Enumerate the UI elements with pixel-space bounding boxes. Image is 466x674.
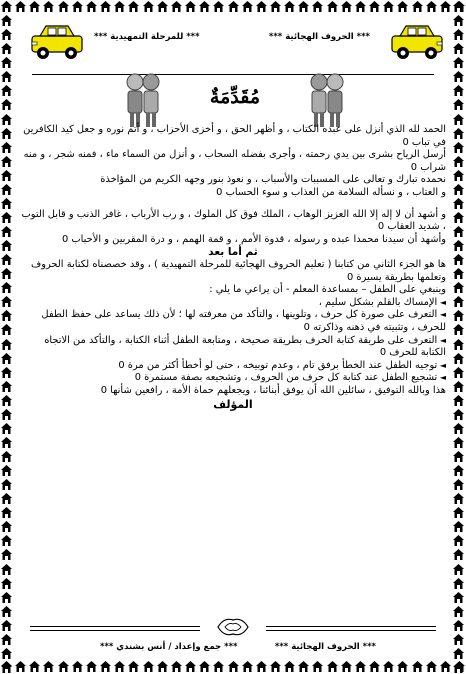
house-icon: [452, 14, 465, 27]
paragraph: الحمد لله الذي أنزل على عبده الكتاب ، و أظهر الحق ، و أخزى الأحزاب ، و أتم نوره و جعل كيد الكافرين في تباب 0: [23, 124, 446, 148]
house-icon: [411, 0, 424, 13]
house-icon: [0, 141, 13, 154]
house-icon: [297, 0, 310, 13]
house-icon: [452, 295, 465, 308]
bullet-item: ◄ توجيه الطفل عند الخطأ برفق تام ، وعدم توبيخه ، حتى لو أخطأ أكثر من مرة 0: [20, 360, 446, 373]
house-icon: [0, 577, 13, 590]
header-left-text: *** للمرحلة التمهيدية ***: [94, 32, 200, 42]
house-icon: [0, 239, 13, 252]
bullet-item: ◄ تشجيع الطفل عند كتابة كل حرف من الحروف ، وتشجيعه بصفة مستمرة 0: [20, 372, 446, 385]
house-icon: [354, 660, 367, 673]
house-icon: [368, 0, 381, 13]
paragraph-gap: [20, 200, 446, 209]
title-area: [120, 70, 350, 130]
house-icon: [241, 660, 254, 673]
house-icon: [452, 408, 465, 421]
house-icon: [452, 506, 465, 519]
house-icon: [85, 660, 98, 673]
house-icon: [0, 422, 13, 435]
page-header: [14, 14, 452, 66]
house-icon: [452, 155, 465, 168]
house-icon: [0, 394, 13, 407]
house-icon: [0, 155, 13, 168]
children-icon: [120, 70, 166, 130]
house-icon: [28, 0, 41, 13]
house-icon: [0, 211, 13, 224]
house-icon: [283, 660, 296, 673]
house-icon: [0, 98, 13, 111]
house-icon: [354, 0, 367, 13]
house-icon: [71, 0, 84, 13]
house-icon: [0, 520, 13, 533]
house-icon: [452, 436, 465, 449]
footer-ornament: [30, 616, 436, 638]
house-icon: [42, 0, 55, 13]
house-icon: [0, 169, 13, 182]
house-icon: [0, 56, 13, 69]
house-icon: [71, 660, 84, 673]
house-icon: [425, 0, 438, 13]
house-icon: [452, 0, 465, 13]
footer-rule-right: [266, 626, 436, 631]
house-icon: [14, 0, 27, 13]
house-icon: [326, 0, 339, 13]
toy-car-icon: [388, 22, 446, 62]
house-icon: [0, 323, 13, 336]
house-icon: [127, 660, 140, 673]
house-icon: [241, 0, 254, 13]
house-icon: [0, 0, 13, 13]
paragraph: وينبغي على الطفل – بمساعدة المعلم - أن يراعي ما يلي :: [209, 284, 446, 296]
footer-rule-left: [30, 626, 200, 631]
house-icon: [0, 436, 13, 449]
house-icon: [340, 0, 353, 13]
house-icon: [452, 352, 465, 365]
house-icon: [0, 633, 13, 646]
house-icon: [0, 14, 13, 27]
house-icon: [340, 660, 353, 673]
house-icon: [0, 366, 13, 379]
house-icon: [452, 422, 465, 435]
house-icon: [396, 0, 409, 13]
house-icon: [452, 113, 465, 126]
house-icon: [297, 660, 310, 673]
house-icon: [156, 660, 169, 673]
house-icon: [452, 450, 465, 463]
house-icon: [0, 70, 13, 83]
house-icon: [452, 605, 465, 618]
house-icon: [311, 660, 324, 673]
house-icon: [57, 0, 70, 13]
house-icon: [452, 267, 465, 280]
house-icon: [0, 548, 13, 561]
header-right-text: *** الحروف الهجائية ***: [268, 32, 370, 42]
house-icon: [452, 323, 465, 336]
house-icon: [452, 520, 465, 533]
paragraph: ها هو الجزء الثاني من كتابنا ( تعليم الحروف الهجائية للمرحلة التمهيدية ) ، وقد خصصناه لكتابة الحروف وتعلمها بطريقة يسيرة 0: [30, 258, 446, 283]
house-icon: [0, 492, 13, 505]
border-bottom: [0, 660, 466, 674]
section-heading: ثم أما بعد: [208, 246, 258, 259]
house-icon: [227, 660, 240, 673]
house-icon: [452, 366, 465, 379]
house-icon: [0, 591, 13, 604]
house-icon: [452, 563, 465, 576]
toy-car-icon: [28, 22, 86, 62]
house-icon: [227, 0, 240, 13]
house-icon: [0, 225, 13, 238]
house-icon: [127, 0, 140, 13]
ornament-icon: [214, 616, 252, 638]
house-icon: [0, 352, 13, 365]
house-icon: [452, 98, 465, 111]
house-icon: [255, 0, 268, 13]
house-icon: [0, 478, 13, 491]
house-icon: [0, 647, 13, 660]
house-icon: [0, 197, 13, 210]
house-icon: [382, 0, 395, 13]
house-icon: [0, 380, 13, 393]
house-icon: [0, 506, 13, 519]
house-icon: [452, 577, 465, 590]
house-icon: [198, 0, 211, 13]
house-icon: [170, 0, 183, 13]
house-icon: [452, 380, 465, 393]
house-icon: [0, 113, 13, 126]
house-icon: [113, 0, 126, 13]
house-icon: [452, 633, 465, 646]
house-icon: [57, 660, 70, 673]
house-icon: [452, 225, 465, 238]
house-icon: [184, 660, 197, 673]
house-icon: [0, 183, 13, 196]
house-icon: [452, 141, 465, 154]
house-icon: [28, 660, 41, 673]
house-icon: [452, 338, 465, 351]
house-icon: [0, 253, 13, 266]
house-icon: [85, 0, 98, 13]
house-icon: [0, 450, 13, 463]
house-icon: [0, 295, 13, 308]
house-icon: [0, 42, 13, 55]
house-icon: [99, 0, 112, 13]
house-icon: [452, 211, 465, 224]
author-signature: المؤلف: [213, 398, 253, 412]
house-icon: [0, 563, 13, 576]
house-icon: [452, 70, 465, 83]
house-icon: [452, 619, 465, 632]
house-icon: [0, 84, 13, 97]
house-icon: [452, 534, 465, 547]
house-icon: [142, 660, 155, 673]
house-icon: [425, 660, 438, 673]
house-icon: [439, 660, 452, 673]
house-icon: [452, 197, 465, 210]
paragraph: هذا وبالله التوفيق ، سائلين الله أن يوفق أبنائنا ، ويجعلهم حماة الأمة ، رافعين شأنها 0: [100, 384, 446, 396]
house-icon: [452, 661, 465, 674]
house-icon: [99, 660, 112, 673]
house-icon: [452, 253, 465, 266]
house-icon: [212, 660, 225, 673]
paragraph: نحمده تبارك و تعالى على المسببات والأسباب ، و نعوذ بنور وجهه الكريم من المؤاخذة: [100, 174, 446, 186]
house-icon: [452, 492, 465, 505]
house-icon: [0, 408, 13, 421]
bullet-item: ◄ التعرف على طريقة كتابة الحرف بطريقة صحيحة ، ومتابعة الطفل أثناء الكتابة ، والتأكد من الاتجاه الكتابة للحرف 0: [20, 335, 446, 360]
house-icon: [368, 660, 381, 673]
house-icon: [269, 660, 282, 673]
house-icon: [452, 169, 465, 182]
house-icon: [0, 605, 13, 618]
house-icon: [42, 660, 55, 673]
house-icon: [255, 660, 268, 673]
children-icon: [304, 70, 350, 130]
paragraph: أرسل الرياح بشرى بين يدي رحمته ، وأجرى بفضله السحاب ، و أنزل من السماء ماء ، فمنه شجر ، و منه شراب 0: [23, 149, 446, 173]
bullet-item: ◄ التعرف على صورة كل حرف ، وتلوينها ، والتأكد من معرفته لها ؛ لأن ذلك يساعد على حفظ الطفل للحرف ، وتثبيته في ذهنه وذاكرته 0: [20, 309, 446, 334]
border-top: [0, 0, 466, 14]
house-icon: [452, 394, 465, 407]
introduction-body: [20, 124, 446, 412]
house-icon: [382, 660, 395, 673]
house-icon: [0, 619, 13, 632]
house-icon: [452, 478, 465, 491]
paragraph: و العتاب ، و نسأله السلامة من العذاب و سوء الحساب 0: [216, 186, 446, 198]
house-icon: [170, 660, 183, 673]
house-icon: [326, 660, 339, 673]
house-icon: [396, 660, 409, 673]
house-icon: [184, 0, 197, 13]
footer-right-text: *** الحروف الهجائية ***: [274, 642, 376, 652]
house-icon: [0, 338, 13, 351]
house-icon: [283, 0, 296, 13]
house-icon: [439, 0, 452, 13]
paragraph: وأشهد أن سيدنا محمدا عبده و رسوله ، قدوة الأمم ، و قمة الهمم ، و درة المقربين و الأحباب 0: [61, 233, 446, 245]
house-icon: [14, 660, 27, 673]
page-title: مُقَدِّمَةٌ: [209, 86, 261, 108]
house-icon: [0, 464, 13, 477]
house-icon: [113, 660, 126, 673]
house-icon: [269, 0, 282, 13]
house-icon: [0, 661, 13, 674]
house-icon: [0, 281, 13, 294]
house-icon: [452, 183, 465, 196]
house-icon: [452, 591, 465, 604]
house-icon: [0, 28, 13, 41]
house-icon: [452, 127, 465, 140]
house-icon: [0, 534, 13, 547]
house-icon: [452, 548, 465, 561]
house-icon: [212, 0, 225, 13]
bullet-item: ◄ الإمساك بالقلم بشكل سليم ،: [20, 297, 446, 310]
border-left: [0, 0, 14, 674]
house-icon: [452, 239, 465, 252]
house-icon: [0, 309, 13, 322]
house-icon: [452, 281, 465, 294]
house-icon: [452, 464, 465, 477]
house-icon: [452, 309, 465, 322]
border-right: [452, 0, 466, 674]
house-icon: [452, 56, 465, 69]
house-icon: [156, 0, 169, 13]
footer-left-text: *** جمع وإعداد / أنس بشندي ***: [100, 642, 238, 652]
house-icon: [0, 127, 13, 140]
paragraph: و أشهد أن لا إله إلا الله العزيز الوهاب ، الملك فوق كل الملوك ، و رب الأرباب ، غافر الذنب و قابل التوب ، شديد العقاب 0: [21, 208, 446, 233]
house-icon: [452, 42, 465, 55]
house-icon: [452, 84, 465, 97]
house-icon: [142, 0, 155, 13]
house-icon: [198, 660, 211, 673]
house-icon: [452, 647, 465, 660]
house-icon: [452, 28, 465, 41]
house-icon: [311, 0, 324, 13]
house-icon: [0, 267, 13, 280]
house-icon: [411, 660, 424, 673]
